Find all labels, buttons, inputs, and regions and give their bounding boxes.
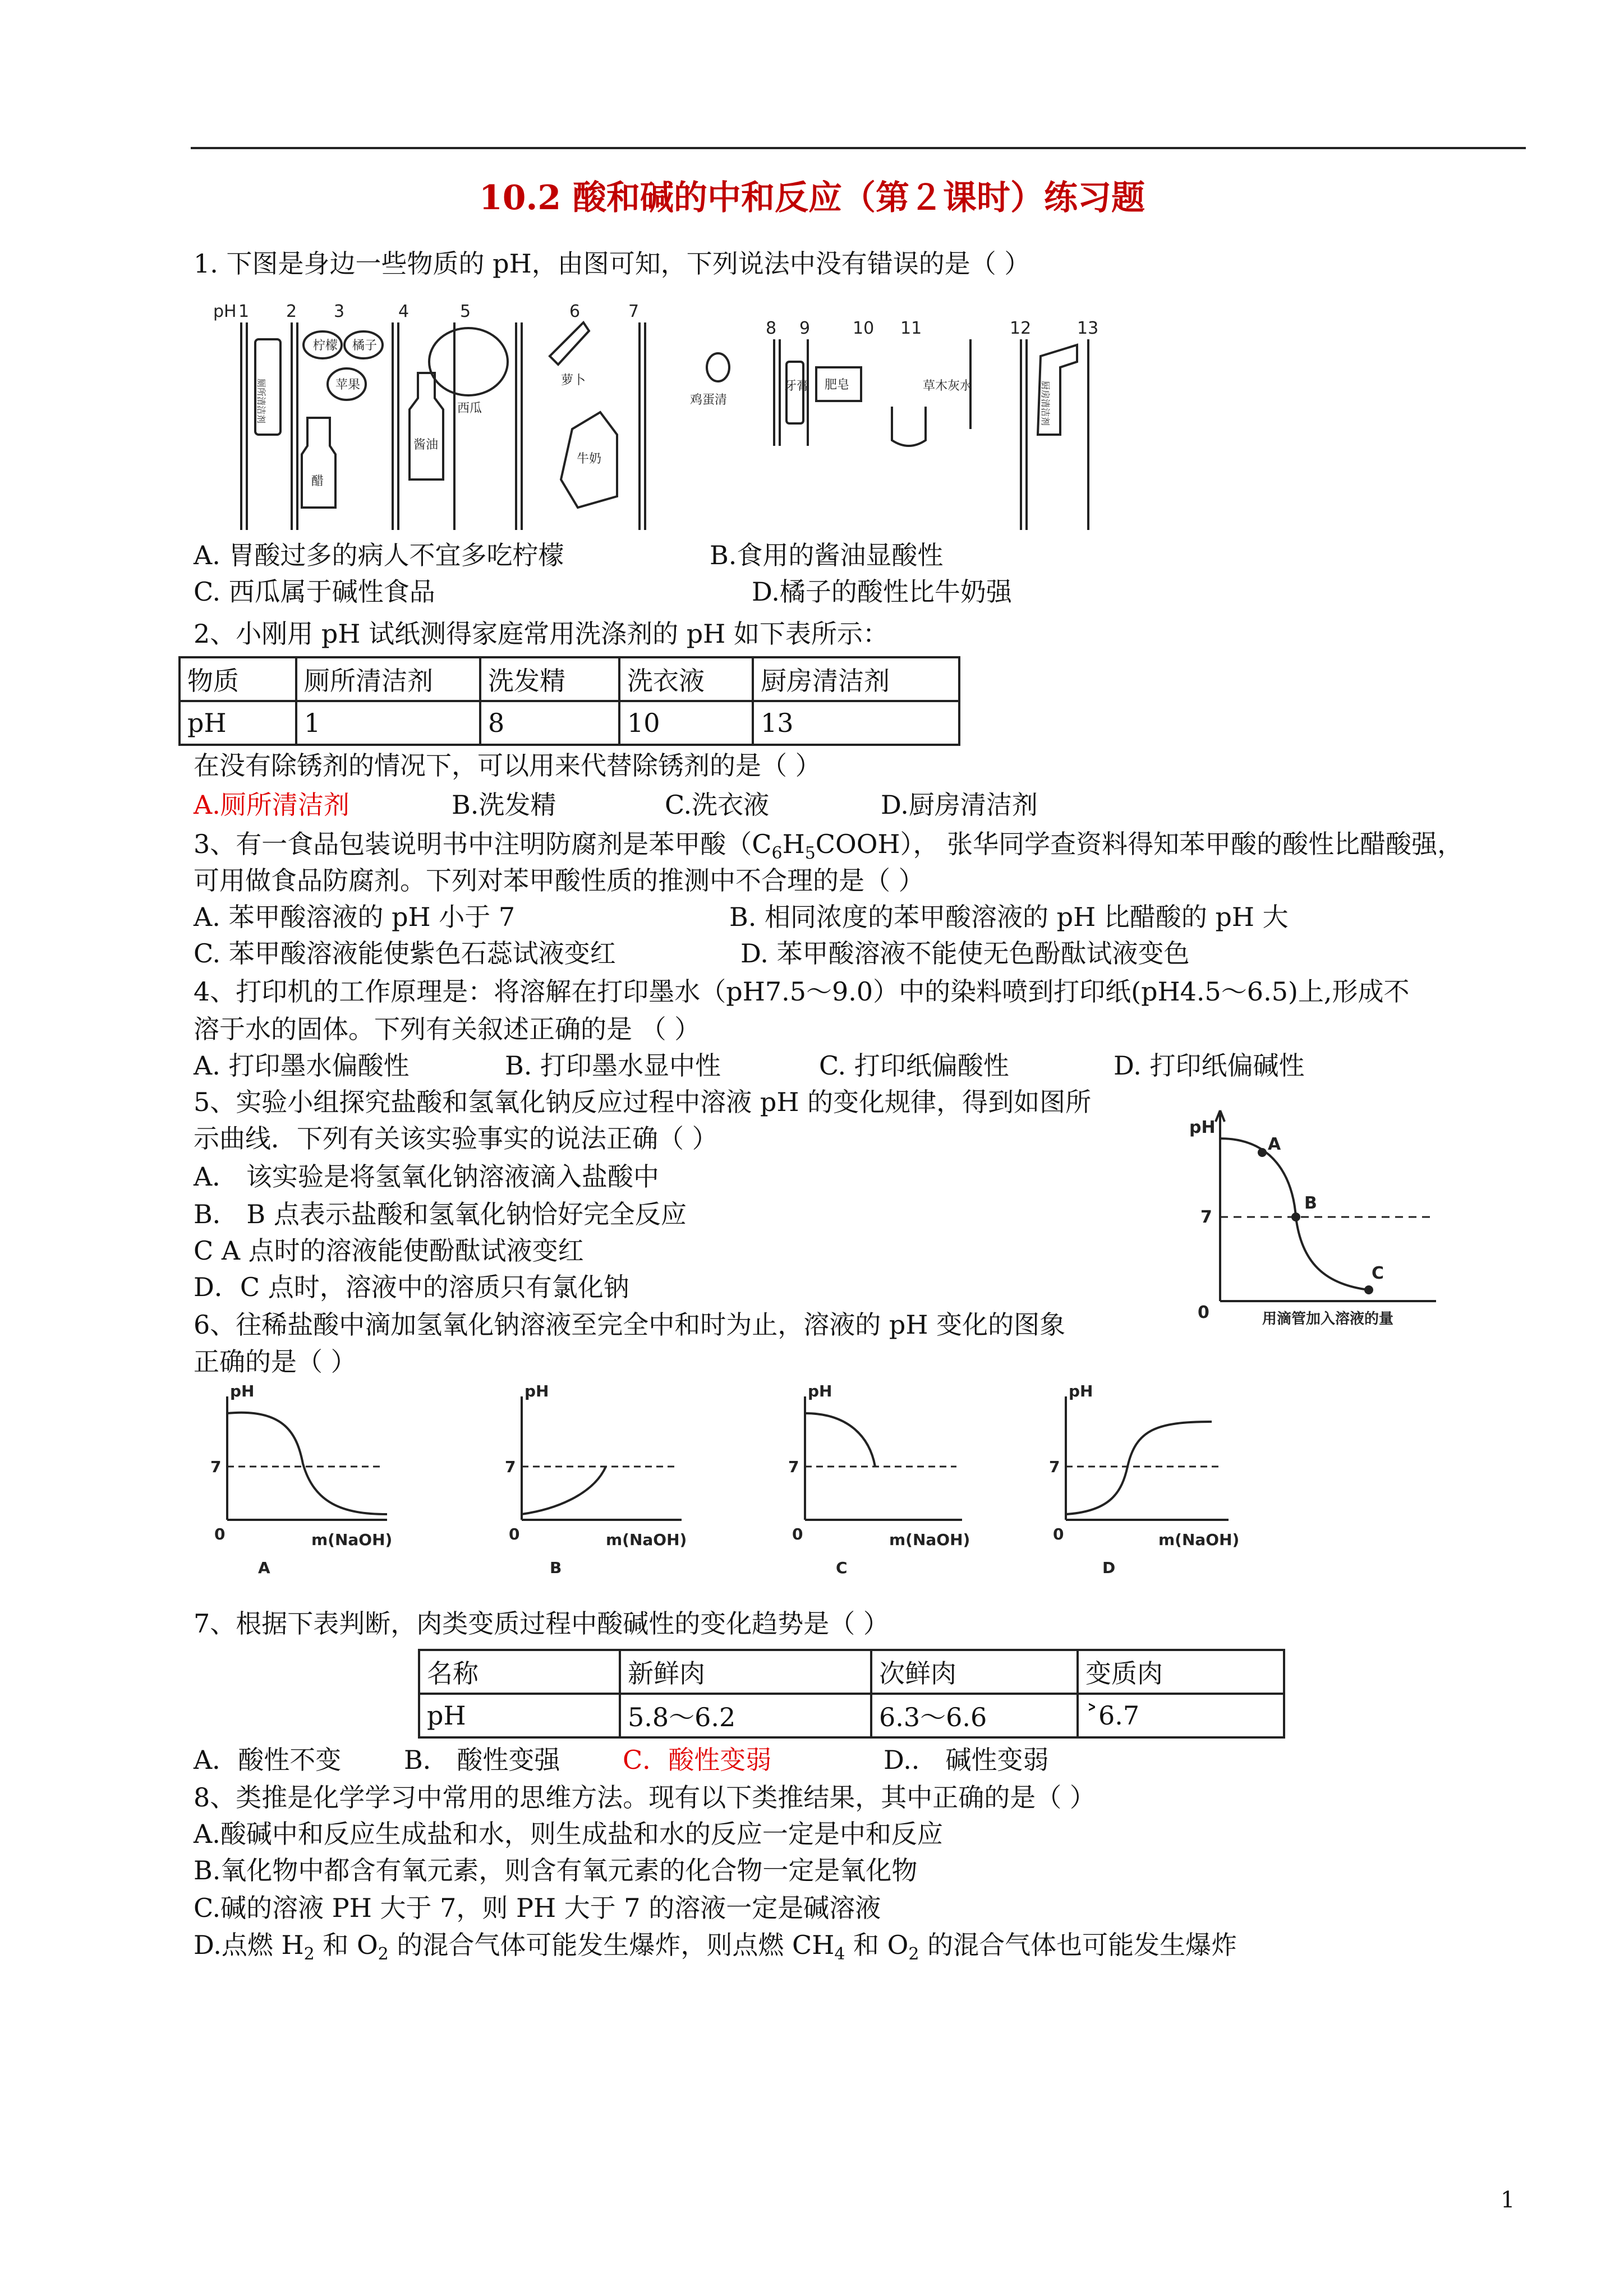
q6-a-ylabel: pH: [230, 1382, 255, 1400]
q6-stem: 6、往稀盐酸中滴加氢氧化钠溶液至完全中和时为止，溶液的 pH 变化的图象: [194, 1310, 1066, 1340]
table-cell: 名称: [419, 1650, 620, 1694]
q1-stem: 1. 下图是身边一些物质的 pH，由图可知，下列说法中没有错误的是（ ）: [194, 248, 1030, 279]
q1-num: 8: [766, 319, 777, 338]
q1-ph-figure: [213, 300, 1133, 536]
q2-stem2: 在没有除锈剂的情况下，可以用来代替除锈剂的是（ ）: [194, 750, 821, 781]
q1-item: 醋: [311, 474, 324, 488]
q3-option-d[interactable]: D. 苯甲酸溶液不能使无色酚酞试液变色: [740, 938, 1190, 969]
q4-stem2: 溶于水的固体。下列有关叙述正确的是 （ ）: [194, 1014, 701, 1044]
q6-b-xlabel: m(NaOH): [606, 1530, 687, 1549]
q4-stem: 4、打印机的工作原理是：将溶解在打印墨水（pH7.5～9.0）中的染料喷到打印纸(pH4.5～6.5)上,形成不: [194, 976, 1410, 1007]
q6-d-letter: D: [1102, 1559, 1116, 1577]
table-cell: 6.3～6.6: [871, 1694, 1078, 1737]
q5-graph-xlabel: 用滴管加入溶液的量: [1262, 1311, 1394, 1327]
q4-option-d[interactable]: D. 打印纸偏碱性: [1114, 1050, 1305, 1081]
q2-option-d[interactable]: D.厨房清洁剂: [881, 790, 1038, 820]
q6-a-letter: A: [258, 1559, 270, 1577]
q5-graph-point-c: C: [1372, 1264, 1384, 1283]
q5-stem2: 示曲线．下列有关该实验事实的说法正确（ ）: [194, 1123, 718, 1154]
q7-option-c[interactable]: C．酸性变弱: [623, 1745, 772, 1775]
q1-item: 草木灰水: [923, 379, 973, 393]
q1-item: 酱油: [413, 438, 439, 452]
table-cell: 洗衣液: [619, 657, 753, 701]
table-cell: pH: [180, 701, 296, 745]
q6-b-letter: B: [550, 1559, 562, 1577]
q3-option-a[interactable]: A. 苯甲酸溶液的 pH 小于 7: [194, 902, 516, 932]
q1-item: 厕所清洁剂: [256, 379, 266, 424]
q1-option-b[interactable]: B.食用的酱油显酸性: [710, 540, 944, 570]
q6-d-seven: 7: [1049, 1458, 1060, 1476]
q4-option-b[interactable]: B. 打印墨水显中性: [505, 1050, 721, 1081]
table-row: [419, 1650, 1284, 1694]
q6-d-ylabel: pH: [1069, 1382, 1093, 1400]
q5-graph-ylabel: pH: [1189, 1118, 1216, 1137]
q1-num: 2: [286, 302, 297, 321]
q1-num: 9: [799, 319, 811, 338]
q6-c-xlabel: m(NaOH): [889, 1530, 970, 1549]
q6-a-seven: 7: [210, 1458, 222, 1476]
q5-option-c[interactable]: C A 点时的溶液能使酚酞试液变红: [194, 1235, 584, 1266]
q6-c-seven: 7: [788, 1458, 799, 1476]
q6-b-seven: 7: [505, 1458, 516, 1476]
q5-option-a[interactable]: A． 该实验是将氢氧化钠溶液滴入盐酸中: [194, 1161, 659, 1192]
q7-option-b[interactable]: B． 酸性变强: [404, 1745, 560, 1775]
q1-num: 6: [569, 302, 581, 321]
q7-stem: 7、根据下表判断，肉类变质过程中酸碱性的变化趋势是（ ）: [194, 1608, 889, 1639]
q6-c-origin: 0: [792, 1525, 803, 1543]
q3-stem2: 可用做食品防腐剂。下列对苯甲酸性质的推测中不合理的是（ ）: [194, 865, 924, 896]
q8-option-c[interactable]: C.碱的溶液 PH 大于 7，则 PH 大于 7 的溶液一定是碱溶液: [194, 1893, 881, 1923]
q7-option-a[interactable]: A．酸性不变: [194, 1745, 342, 1775]
q6-c-ylabel: pH: [808, 1382, 832, 1400]
q6-graphs: [202, 1380, 1290, 1593]
q5-ph-graph: [1178, 1099, 1492, 1346]
page-title: 10.2 酸和碱的中和反应（第２课时）练习题: [479, 178, 1145, 218]
q4-option-a[interactable]: A. 打印墨水偏酸性: [194, 1050, 410, 1081]
q6-stem2: 正确的是（ ）: [194, 1347, 357, 1377]
q8-stem: 8、类推是化学学习中常用的思维方法。现有以下类推结果，其中正确的是（ ）: [194, 1782, 1096, 1813]
q1-num: 4: [398, 302, 410, 321]
table-row: [180, 701, 959, 745]
q1-num: 7: [628, 302, 640, 321]
q2-table: [178, 656, 960, 746]
q5-stem: 5、实验小组探究盐酸和氢氧化钠反应过程中溶液 pH 的变化规律，得到如图所: [194, 1087, 1092, 1117]
q1-num: 5: [460, 302, 471, 321]
q1-item: 牛奶: [577, 452, 602, 466]
q6-d-xlabel: m(NaOH): [1158, 1530, 1240, 1549]
q8-option-b[interactable]: B.氧化物中都含有氧元素，则含有氧元素的化合物一定是氧化物: [194, 1855, 918, 1885]
q6-a-xlabel: m(NaOH): [311, 1530, 393, 1549]
table-cell: 厕所清洁剂: [296, 657, 480, 701]
q7-table: [418, 1649, 1285, 1739]
table-cell: 新鲜肉: [620, 1650, 871, 1694]
q2-stem: 2、小刚用 pH 试纸测得家庭常用洗涤剂的 pH 如下表所示：: [194, 619, 889, 649]
q1-item: 肥皂: [825, 378, 850, 392]
q5-option-d[interactable]: D．C 点时，溶液中的溶质只有氯化钠: [194, 1272, 629, 1302]
top-rule: [191, 147, 1526, 149]
q1-item: 橘子: [352, 339, 378, 353]
q6-b-ylabel: pH: [525, 1382, 549, 1400]
table-cell: 10: [619, 701, 753, 745]
q1-option-c[interactable]: C. 西瓜属于碱性食品: [194, 577, 435, 607]
q1-option-a[interactable]: A. 胃酸过多的病人不宜多吃柠檬: [194, 540, 564, 570]
table-cell: pH: [419, 1694, 620, 1737]
q2-option-c[interactable]: C.洗衣液: [665, 790, 770, 820]
table-cell: ˃6.7: [1078, 1694, 1284, 1737]
q1-item: 鸡蛋清: [690, 393, 728, 407]
q1-item: 牙膏: [784, 379, 809, 393]
q1-num: 11: [900, 319, 922, 338]
table-cell: 变质肉: [1078, 1650, 1284, 1694]
table-cell: 物质: [180, 657, 296, 701]
q5-graph-origin: 0: [1198, 1303, 1209, 1322]
q5-graph-point-a: A: [1268, 1135, 1281, 1154]
q5-graph-seven: 7: [1200, 1207, 1212, 1227]
q1-item: 苹果: [335, 378, 361, 392]
page-number: 1: [1501, 2187, 1515, 2213]
table-row: [419, 1694, 1284, 1737]
table-cell: 洗发精: [480, 657, 619, 701]
q1-item: 萝卜: [561, 374, 586, 388]
q1-num: 10: [853, 319, 875, 338]
q3-stem: 3、有一食品包装说明书中注明防腐剂是苯甲酸$(C_6H_5COOH)$， 张华同学查资料得知苯甲酸的酸性比醋酸强，: [194, 829, 1464, 864]
q8-option-a[interactable]: A.酸碱中和反应生成盐和水，则生成盐和水的反应一定是中和反应: [194, 1819, 943, 1849]
q1-num: 13: [1077, 319, 1099, 338]
q1-item: 柠檬: [313, 339, 338, 353]
table-row: [180, 657, 959, 701]
q7-option-d[interactable]: D.． 碱性变弱: [884, 1745, 1049, 1775]
q5-graph-point-b: B: [1304, 1193, 1317, 1213]
q1-item: 厨房清洁剂: [1040, 381, 1051, 426]
q2-option-a[interactable]: A.厕所清洁剂: [194, 790, 349, 820]
table-cell: 13: [753, 701, 959, 745]
q5-option-b[interactable]: B． B 点表示盐酸和氢氧化钠恰好完全反应: [194, 1199, 687, 1229]
q1-option-d[interactable]: D.橘子的酸性比牛奶强: [752, 577, 1012, 607]
svg-text:pH: pH: [213, 302, 237, 321]
table-cell: 8: [480, 701, 619, 745]
q2-option-b[interactable]: B.洗发精: [452, 790, 556, 820]
q6-a-origin: 0: [214, 1525, 226, 1543]
q8-option-d[interactable]: D.点燃 $H_2$ 和 $O_2$ 的混合气体可能发生爆炸，则点燃 $CH_4$ 和 $O_2$ 的混合气体也可能发生爆炸: [194, 1930, 1237, 1965]
q6-d-origin: 0: [1053, 1525, 1064, 1543]
table-cell: 5.8～6.2: [620, 1694, 871, 1737]
table-cell: 1: [296, 701, 480, 745]
q3-option-b[interactable]: B. 相同浓度的苯甲酸溶液的 pH 比醋酸的 pH 大: [729, 902, 1289, 932]
q1-num: 12: [1010, 319, 1032, 338]
q4-option-c[interactable]: C. 打印纸偏酸性: [819, 1050, 1009, 1081]
q1-item: 西瓜: [457, 402, 482, 416]
q1-num: 1: [238, 302, 250, 321]
table-cell: 厨房清洁剂: [753, 657, 959, 701]
q1-num: 3: [334, 302, 345, 321]
q3-option-c[interactable]: C. 苯甲酸溶液能使紫色石蕊试液变红: [194, 938, 616, 969]
q6-c-letter: C: [836, 1559, 848, 1577]
table-cell: 次鲜肉: [871, 1650, 1078, 1694]
q6-b-origin: 0: [509, 1525, 520, 1543]
